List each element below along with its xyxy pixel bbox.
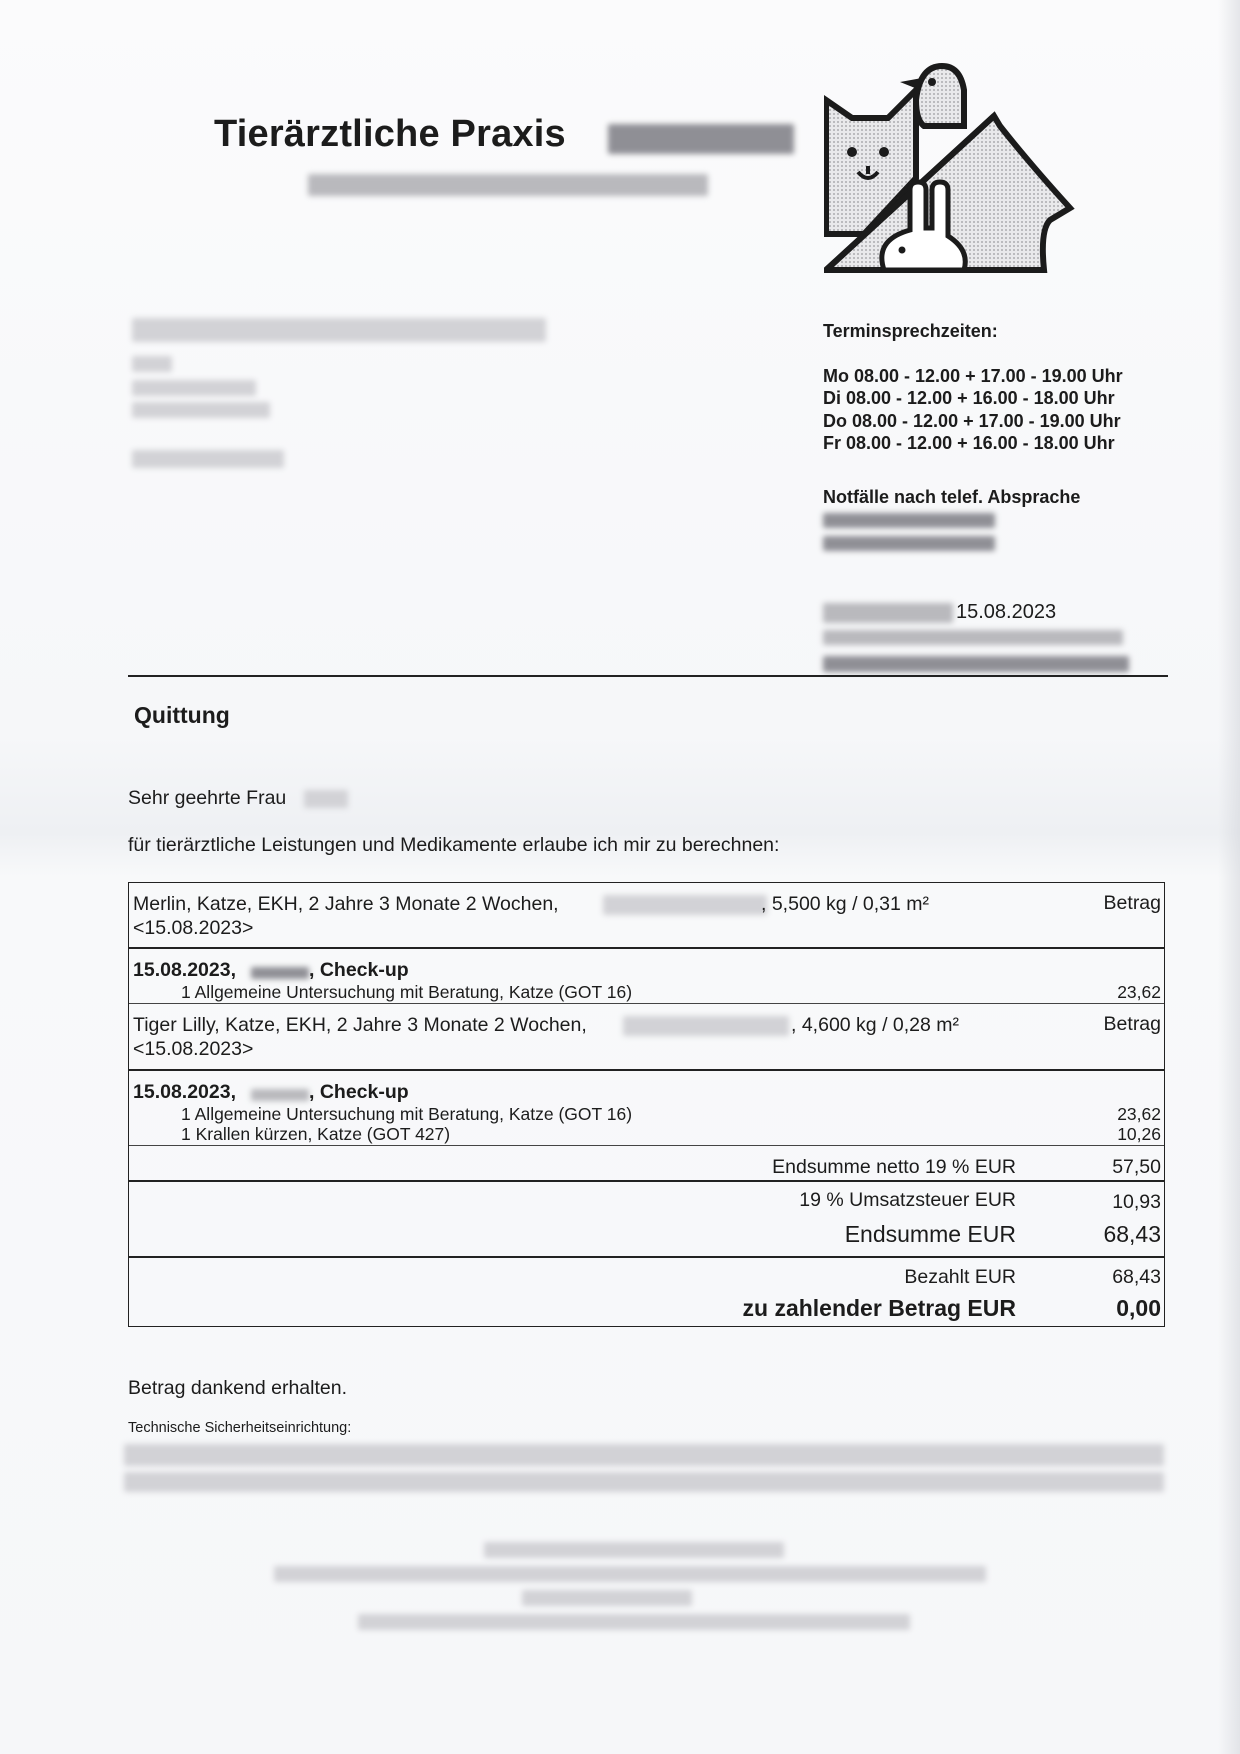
salutation (128, 787, 286, 810)
redacted-chip-number (603, 895, 767, 915)
intro-text: für tierärztliche Leistungen und Medikamente erlaube ich mir zu berechnen: (128, 834, 780, 856)
payment-received-note: Betrag dankend erhalten. (128, 1377, 347, 1399)
netto-value: 57,50 (1112, 1156, 1161, 1178)
visit-type: , Check-up (309, 959, 409, 981)
redacted-address-line (132, 402, 270, 418)
redacted-vet-name (251, 967, 309, 979)
patient-weight: , 5,500 kg / 0,31 m² (761, 893, 930, 915)
document-date: 15.08.2023 (956, 601, 1057, 623)
redacted-address-line (132, 356, 172, 372)
sprechzeiten-heading: Terminsprechzeiten: (823, 321, 998, 341)
redacted-praxis-subtitle (308, 174, 708, 196)
service-amount: 23,62 (1117, 1104, 1161, 1124)
sprechzeiten-line: Fr 08.00 - 12.00 + 16.00 - 18.00 Uhr (823, 433, 1115, 453)
visit-date: 15.08.2023, (133, 1081, 237, 1103)
row-divider (129, 1069, 1164, 1071)
visit-type: , Check-up (309, 1081, 409, 1103)
netto-label: Endsumme netto 19 % EUR (772, 1156, 1016, 1178)
redacted-address-line (132, 380, 256, 396)
row-divider (129, 1145, 1164, 1146)
redacted-invoice-number (823, 656, 1129, 672)
redacted-phone (823, 513, 995, 528)
redacted-footer-line (274, 1566, 986, 1582)
header-divider (128, 675, 1168, 677)
tse-label: Technische Sicherheitseinrichtung: (128, 1420, 352, 1436)
document-title: Quittung (134, 702, 230, 728)
paper-edge-shadow (1218, 0, 1240, 1754)
redacted-fax (823, 536, 995, 551)
ust-label: 19 % Umsatzsteuer EUR (799, 1189, 1016, 1211)
endsumme-label: Endsumme EUR (844, 1221, 1016, 1247)
animals-logo-icon (824, 60, 1076, 282)
service-line: 1 Allgemeine Untersuchung mit Beratung, Katze (GOT 16) (181, 1104, 633, 1124)
redacted-sender-line (132, 318, 546, 342)
row-divider (129, 947, 1164, 949)
sprechzeiten-line: Di 08.00 - 12.00 + 16.00 - 18.00 Uhr (823, 388, 1115, 408)
redacted-praxis-name (608, 124, 794, 154)
ust-value: 10,93 (1112, 1191, 1161, 1213)
service-amount: 23,62 (1117, 982, 1161, 1002)
praxis-title: Tierärztliche Praxis (214, 113, 566, 155)
redacted-place (823, 603, 953, 623)
patient-date: <15.08.2023> (133, 1038, 254, 1060)
sprechzeiten-block (823, 320, 1123, 455)
redacted-customer-name (304, 790, 348, 808)
redacted-chip-number (623, 1016, 789, 1036)
redacted-vet-name (251, 1089, 309, 1101)
row-divider (129, 1256, 1164, 1258)
salutation-text: Sehr geehrte Frau (128, 787, 287, 809)
sprechzeiten-line: Do 08.00 - 12.00 + 17.00 - 19.00 Uhr (823, 410, 1121, 431)
betrag-header: Betrag (1103, 1013, 1161, 1035)
invoice-table (128, 882, 1165, 1327)
zahlen-value: 0,00 (1116, 1295, 1161, 1321)
sprechzeiten-line: Mo 08.00 - 12.00 + 17.00 - 19.00 Uhr (823, 365, 1123, 386)
redacted-footer-line (484, 1542, 784, 1558)
redacted-address-city (132, 450, 284, 468)
patient-line: Tiger Lilly, Katze, EKH, 2 Jahre 3 Monate 2 Wochen, (133, 1014, 587, 1036)
redacted-tse-data (124, 1444, 1164, 1466)
service-line: 1 Allgemeine Untersuchung mit Beratung, Katze (GOT 16) (181, 982, 633, 1002)
patient-date: <15.08.2023> (133, 917, 254, 939)
bezahlt-label: Bezahlt EUR (904, 1266, 1016, 1288)
visit-date: 15.08.2023, (133, 959, 237, 981)
redacted-footer-line (358, 1614, 910, 1630)
zahlen-label: zu zahlender Betrag EUR (742, 1295, 1016, 1321)
row-divider (129, 1003, 1164, 1004)
row-divider (129, 1180, 1164, 1182)
service-amount: 10,26 (1117, 1124, 1161, 1144)
bezahlt-value: 68,43 (1112, 1266, 1161, 1288)
betrag-header: Betrag (1103, 892, 1161, 914)
service-line: 1 Krallen kürzen, Katze (GOT 427) (181, 1124, 451, 1144)
redacted-tse-data (124, 1472, 1164, 1492)
patient-line: Merlin, Katze, EKH, 2 Jahre 3 Monate 2 Wochen, (133, 893, 559, 915)
redacted-footer-line (522, 1590, 692, 1606)
redacted-customer-number (823, 630, 1123, 645)
endsumme-value: 68,43 (1103, 1221, 1161, 1247)
notfall-note: Notfälle nach telef. Absprache (823, 487, 1081, 507)
patient-weight: , 4,600 kg / 0,28 m² (791, 1014, 960, 1036)
